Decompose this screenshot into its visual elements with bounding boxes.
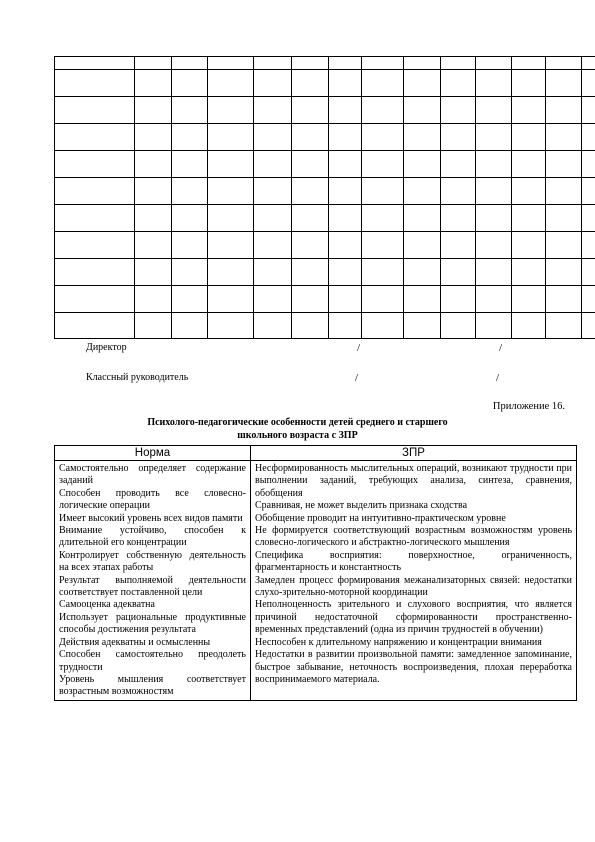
empty-grid-table	[54, 56, 595, 339]
grid-cell	[476, 151, 512, 178]
grid-cell	[362, 57, 404, 70]
grid-cell	[329, 97, 362, 124]
grid-cell	[404, 286, 441, 313]
signature-slash: /	[499, 342, 503, 354]
grid-row	[55, 259, 595, 286]
grid-cell	[546, 313, 582, 339]
grid-cell	[476, 259, 512, 286]
grid-cell	[292, 57, 329, 70]
grid-cell	[546, 286, 582, 313]
grid-cell	[546, 124, 582, 151]
zpr-item: Не формируется соответствующий возрастным возможностям уровень словесно-логического и абстрактно-логического мышления	[255, 525, 572, 549]
grid-row	[55, 97, 595, 124]
grid-cell	[512, 57, 546, 70]
grid-cell	[208, 313, 254, 339]
appendix-label: Приложение 16.	[492, 401, 565, 412]
grid-cell	[292, 178, 329, 205]
grid-cell	[404, 70, 441, 97]
grid-cell	[404, 151, 441, 178]
grid-cell	[135, 232, 172, 259]
zpr-item: Специфика восприятия: поверхностное, ограниченность, фрагментарность и константность	[255, 549, 572, 574]
grid-cell	[135, 124, 172, 151]
grid-row	[55, 286, 595, 313]
grid-cell	[254, 57, 292, 70]
grid-cell	[362, 232, 404, 259]
grid-cell	[329, 151, 362, 178]
grid-cell	[329, 286, 362, 313]
grid-cell	[546, 178, 582, 205]
grid-cell	[582, 178, 595, 205]
grid-cell	[441, 205, 476, 232]
grid-cell	[362, 178, 404, 205]
table-row	[55, 461, 577, 701]
grid-cell	[441, 151, 476, 178]
grid-cell	[362, 70, 404, 97]
grid-cell	[208, 70, 254, 97]
grid-cell	[172, 178, 208, 205]
grid-cell	[55, 70, 135, 97]
grid-cell	[404, 205, 441, 232]
grid-cell	[362, 124, 404, 151]
grid-cell	[476, 70, 512, 97]
grid-cell	[135, 70, 172, 97]
document-title: Психолого-педагогические особенности детей среднего и старшего	[147, 417, 448, 428]
grid-cell	[208, 97, 254, 124]
grid-cell	[362, 259, 404, 286]
grid-cell	[329, 57, 362, 70]
grid-cell	[135, 57, 172, 70]
grid-cell	[329, 259, 362, 286]
grid-cell	[208, 178, 254, 205]
zpr-item: Сравнивая, не может выделить признака сходства	[255, 500, 468, 512]
grid-cell	[292, 70, 329, 97]
comparison-table	[54, 445, 577, 701]
norm-item: Самооценка адекватна	[59, 599, 155, 611]
grid-cell	[172, 232, 208, 259]
grid-cell	[404, 313, 441, 339]
grid-cell	[172, 97, 208, 124]
grid-cell	[172, 70, 208, 97]
grid-cell	[404, 97, 441, 124]
norm-item: Имеет высокий уровень всех видов памяти	[59, 512, 243, 524]
grid-cell	[404, 232, 441, 259]
grid-cell	[404, 57, 441, 70]
grid-cell	[512, 151, 546, 178]
grid-cell	[208, 259, 254, 286]
grid-cell	[135, 205, 172, 232]
grid-cell	[292, 205, 329, 232]
grid-cell	[208, 205, 254, 232]
grid-cell	[404, 124, 441, 151]
grid-cell	[254, 178, 292, 205]
grid-cell	[546, 97, 582, 124]
grid-cell	[441, 178, 476, 205]
grid-cell	[135, 313, 172, 339]
signature-slash: /	[496, 372, 500, 384]
grid-cell	[254, 259, 292, 286]
grid-cell	[512, 313, 546, 339]
norm-item: Способен самостоятельно преодолеть трудности	[59, 649, 246, 673]
grid-cell	[441, 97, 476, 124]
grid-cell	[362, 313, 404, 339]
grid-cell	[55, 124, 135, 151]
grid-cell	[546, 205, 582, 232]
grid-cell	[476, 57, 512, 70]
grid-cell	[362, 205, 404, 232]
director-label: Директор	[86, 342, 127, 353]
class-teacher-label: Классный руководитель	[86, 372, 189, 383]
grid-cell	[546, 57, 582, 70]
grid-cell	[476, 178, 512, 205]
grid-cell	[546, 259, 582, 286]
document-subtitle: школьного возраста с ЗПР	[237, 430, 358, 441]
grid-cell	[55, 259, 135, 286]
grid-cell	[362, 151, 404, 178]
grid-cell	[292, 232, 329, 259]
grid-cell	[292, 124, 329, 151]
grid-cell	[208, 151, 254, 178]
grid-cell	[254, 151, 292, 178]
grid-cell	[292, 259, 329, 286]
norm-column	[55, 461, 251, 701]
grid-cell	[362, 286, 404, 313]
grid-cell	[362, 97, 404, 124]
grid-cell	[546, 70, 582, 97]
grid-cell	[254, 286, 292, 313]
norm-item: Действия адекватны и осмысленны	[59, 636, 211, 648]
grid-cell	[512, 205, 546, 232]
grid-cell	[441, 70, 476, 97]
grid-cell	[254, 313, 292, 339]
grid-row	[55, 205, 595, 232]
grid-cell	[55, 232, 135, 259]
grid-cell	[582, 151, 595, 178]
grid-cell	[441, 313, 476, 339]
grid-cell	[476, 313, 512, 339]
grid-cell	[135, 286, 172, 313]
zpr-column	[251, 461, 577, 701]
norm-item: Результат выполняемой деятельности соответствует поставленной цели	[59, 574, 246, 599]
signature-slash: /	[355, 372, 359, 384]
grid-cell	[512, 232, 546, 259]
grid-cell	[172, 259, 208, 286]
grid-cell	[172, 313, 208, 339]
zpr-item: Несформированность мыслительных операций, возникают трудности при выполнении заданий, требующих анализа, синтеза, сравнения, обобщения	[255, 463, 572, 499]
grid-cell	[404, 259, 441, 286]
grid-row	[55, 313, 595, 339]
column-header-norm: Норма	[55, 446, 251, 461]
grid-cell	[476, 232, 512, 259]
grid-cell	[476, 286, 512, 313]
grid-cell	[582, 205, 595, 232]
grid-cell	[172, 286, 208, 313]
norm-item: Способен проводить все словесно-логические операции	[59, 487, 246, 512]
grid-cell	[135, 97, 172, 124]
grid-cell	[254, 124, 292, 151]
grid-cell	[582, 286, 595, 313]
grid-cell	[582, 124, 595, 151]
grid-cell	[208, 232, 254, 259]
grid-cell	[172, 57, 208, 70]
grid-row	[55, 124, 595, 151]
zpr-item: Недостатки в развитии произвольной памяти: замедленное запоминание, быстрое забывание, неточность воспроизведения, плохая переработка воспринимаемого материала.	[255, 649, 572, 685]
grid-cell	[135, 151, 172, 178]
grid-cell	[546, 232, 582, 259]
grid-cell	[512, 178, 546, 205]
grid-cell	[254, 97, 292, 124]
zpr-item: Неспособен к длительному напряжению и концентрации внимания	[255, 636, 542, 648]
grid-cell	[441, 124, 476, 151]
grid-cell	[441, 57, 476, 70]
grid-cell	[254, 205, 292, 232]
grid-row	[55, 178, 595, 205]
grid-cell	[135, 259, 172, 286]
grid-cell	[512, 97, 546, 124]
norm-item: Внимание устойчиво, способен к длительной его концентрации	[59, 525, 246, 549]
grid-cell	[292, 97, 329, 124]
grid-cell	[55, 178, 135, 205]
grid-cell	[476, 205, 512, 232]
grid-cell	[512, 124, 546, 151]
grid-cell	[55, 205, 135, 232]
grid-cell	[172, 151, 208, 178]
grid-cell	[329, 178, 362, 205]
grid-cell	[329, 313, 362, 339]
grid-cell	[512, 70, 546, 97]
grid-cell	[476, 124, 512, 151]
grid-cell	[441, 259, 476, 286]
grid-cell	[329, 124, 362, 151]
grid-cell	[582, 259, 595, 286]
grid-cell	[172, 124, 208, 151]
grid-cell	[512, 259, 546, 286]
norm-item: Самостоятельно определяет содержание заданий	[59, 463, 246, 487]
grid-cell	[329, 232, 362, 259]
grid-cell	[55, 286, 135, 313]
norm-item: Использует рациональные продуктивные способы достижения результата	[59, 611, 246, 636]
grid-cell	[582, 97, 595, 124]
grid-row	[55, 70, 595, 97]
grid-cell	[292, 286, 329, 313]
norm-item: Контролирует собственную деятельность на всех этапах работы	[59, 549, 246, 574]
grid-cell	[582, 57, 595, 70]
grid-cell	[55, 97, 135, 124]
grid-cell	[329, 205, 362, 232]
grid-cell	[135, 178, 172, 205]
grid-cell	[546, 151, 582, 178]
grid-cell	[441, 232, 476, 259]
grid-cell	[292, 313, 329, 339]
table-header-row	[55, 446, 577, 461]
grid-cell	[172, 205, 208, 232]
grid-cell	[55, 151, 135, 178]
zpr-item: Обобщение проводит на интуитивно-практическом уровне	[255, 512, 506, 524]
grid-cell	[208, 57, 254, 70]
grid-cell	[582, 70, 595, 97]
grid-cell	[404, 178, 441, 205]
zpr-item: Замедлен процесс формирования межанализаторных связей: недостатки слухо-зрительно-моторной координации	[255, 574, 572, 599]
norm-item: Уровень мышления соответствует возрастным возможностям	[59, 673, 246, 698]
grid-cell	[208, 286, 254, 313]
grid-cell	[254, 232, 292, 259]
column-header-zpr: ЗПР	[251, 446, 577, 461]
grid-row	[55, 151, 595, 178]
grid-row	[55, 57, 595, 70]
grid-cell	[329, 70, 362, 97]
grid-cell	[208, 124, 254, 151]
grid-cell	[582, 232, 595, 259]
grid-cell	[441, 286, 476, 313]
signature-slash: /	[357, 342, 361, 354]
grid-cell	[55, 57, 135, 70]
zpr-item: Неполноценность зрительного и слухового восприятия, что является причиной недостаточной сформированности пространственно-временных представлений (одна из причин трудностей в обучении)	[255, 599, 572, 636]
grid-row	[55, 232, 595, 259]
grid-cell	[55, 313, 135, 339]
grid-cell	[476, 97, 512, 124]
grid-cell	[512, 286, 546, 313]
grid-cell	[254, 70, 292, 97]
grid-cell	[292, 151, 329, 178]
grid-cell	[582, 313, 595, 339]
